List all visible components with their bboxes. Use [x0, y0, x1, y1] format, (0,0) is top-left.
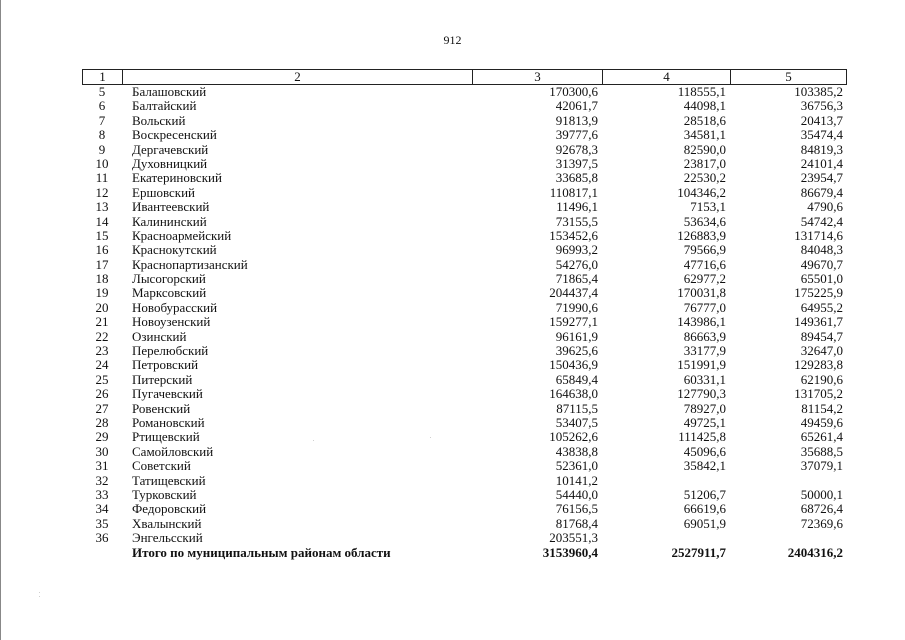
value-col-3: 164638,0: [549, 386, 598, 402]
district-name: Перелюбский: [132, 343, 209, 359]
value-col-5: 129283,8: [794, 357, 843, 373]
value-col-5: 50000,1: [800, 486, 843, 502]
table-row: [82, 258, 847, 272]
value-col-3: 43838,8: [555, 443, 598, 459]
value-col-5: 49670,7: [800, 256, 843, 272]
value-col-5: 131714,6: [794, 227, 843, 243]
row-number: 18: [95, 271, 109, 287]
value-col-4: 22530,2: [683, 170, 726, 186]
row-number: 11: [95, 170, 109, 186]
row-number: 32: [95, 472, 109, 488]
value-col-4: 79566,9: [683, 242, 726, 258]
table-row: [82, 488, 847, 502]
district-name: Дергачевский: [132, 141, 209, 157]
value-col-4: 33177,9: [683, 343, 726, 359]
table-row: [82, 373, 847, 387]
value-col-3: 204437,4: [549, 285, 598, 301]
scan-speck: [39, 592, 40, 593]
table-row: [82, 99, 847, 113]
value-col-5: 35688,5: [800, 443, 843, 459]
row-number: 10: [95, 155, 109, 171]
value-col-3: 73155,5: [555, 213, 598, 229]
row-number: 14: [95, 213, 109, 229]
table-row: [82, 272, 847, 286]
row-number: 28: [95, 414, 109, 430]
value-col-4: 143986,1: [677, 314, 726, 330]
scan-speck: [313, 440, 314, 441]
value-col-3: 105262,6: [549, 429, 598, 445]
value-col-5: 62190,6: [800, 371, 843, 387]
table-row: [82, 301, 847, 315]
value-col-3: 54440,0: [555, 486, 598, 502]
value-col-5: 24101,4: [800, 155, 843, 171]
table-row: [82, 502, 847, 516]
value-col-5: 54742,4: [800, 213, 843, 229]
value-col-5: 86679,4: [800, 184, 843, 200]
district-name: Вольский: [132, 112, 186, 128]
row-number: 34: [95, 501, 109, 517]
value-col-5: 131705,2: [794, 386, 843, 402]
value-col-3: 54276,0: [555, 256, 598, 272]
row-number: 15: [95, 227, 109, 243]
value-col-5: 23954,7: [800, 170, 843, 186]
value-col-3: 31397,5: [555, 155, 598, 171]
scan-edge-line: [0, 0, 1, 640]
scan-speck: [39, 596, 40, 597]
value-col-5: 84048,3: [800, 242, 843, 258]
value-col-5: 4790,6: [807, 199, 843, 215]
value-col-4: 35842,1: [683, 458, 726, 474]
table-row: [82, 143, 847, 157]
total-value-col-3: 3153960,4: [542, 544, 598, 560]
district-name: Ровенский: [132, 400, 191, 416]
value-col-4: [598, 474, 726, 488]
district-name: Энгельсский: [132, 530, 203, 546]
column-header-2: 2: [123, 70, 473, 84]
table-row: [82, 416, 847, 430]
value-col-5: 35474,4: [800, 127, 843, 143]
row-number: 27: [95, 400, 109, 416]
district-name: Лысогорский: [132, 271, 206, 287]
district-name: Духовницкий: [132, 155, 208, 171]
value-col-4: 53634,6: [683, 213, 726, 229]
table-row: [82, 186, 847, 200]
value-col-5: 20413,7: [800, 112, 843, 128]
district-name: Турковский: [132, 486, 197, 502]
table-row: [82, 315, 847, 329]
district-name: Татищевский: [132, 472, 206, 488]
district-name: Пугачевский: [132, 386, 203, 402]
value-col-4: 28518,6: [683, 112, 726, 128]
value-col-3: 96993,2: [555, 242, 598, 258]
value-col-3: 81768,4: [555, 515, 598, 531]
district-name: Балтайский: [132, 98, 197, 114]
table-row: [82, 531, 847, 545]
row-number: 7: [98, 112, 106, 128]
row-number: 20: [95, 299, 109, 315]
value-col-5: [726, 531, 843, 545]
value-col-3: 42061,7: [555, 98, 598, 114]
value-col-3: 71990,6: [555, 299, 598, 315]
table-body: [82, 85, 847, 560]
district-name: Калининский: [132, 213, 207, 229]
value-col-4: 127790,3: [677, 386, 726, 402]
value-col-4: 86663,9: [683, 328, 726, 344]
table-row: [82, 445, 847, 459]
row-number: 30: [95, 443, 109, 459]
column-header-5: 5: [785, 69, 792, 84]
row-number: 5: [98, 84, 106, 99]
value-col-3: 76156,5: [555, 501, 598, 517]
district-name: Краснопартизанский: [132, 256, 248, 272]
value-col-4: 78927,0: [683, 400, 726, 416]
value-col-4: 47716,6: [683, 256, 726, 272]
district-name: Хвалынский: [132, 515, 202, 531]
value-col-5: 149361,7: [794, 314, 843, 330]
table-row: [82, 330, 847, 344]
row-number: 17: [95, 256, 109, 272]
value-col-4: 62977,2: [683, 271, 726, 287]
value-col-3: 87115,5: [556, 400, 598, 416]
value-col-4: 170031,8: [677, 285, 726, 301]
value-col-4: 76777,0: [683, 299, 726, 315]
table-row: [82, 344, 847, 358]
table-row: [82, 358, 847, 372]
district-name: Воскресенский: [132, 127, 217, 143]
table-row: [82, 114, 847, 128]
value-col-3: 110817,1: [549, 184, 598, 200]
value-col-4: 82590,0: [683, 141, 726, 157]
value-col-5: 175225,9: [794, 285, 843, 301]
row-number: 19: [95, 285, 109, 301]
district-name: Марксовский: [132, 285, 207, 301]
value-col-5: 89454,7: [800, 328, 843, 344]
value-col-5: 103385,2: [794, 84, 843, 99]
value-col-5: 84819,3: [800, 141, 843, 157]
district-name: Красноармейский: [132, 227, 232, 243]
table-row: [82, 200, 847, 214]
value-col-3: 153452,6: [549, 227, 598, 243]
value-col-3: 150436,9: [549, 357, 598, 373]
value-col-3: 96161,9: [555, 328, 598, 344]
value-col-5: 37079,1: [800, 458, 843, 474]
column-header-3: 3: [473, 70, 603, 84]
row-number: 31: [95, 458, 109, 474]
table-row: [82, 171, 847, 185]
row-number: 12: [95, 184, 109, 200]
table-row: [82, 229, 847, 243]
table-row: [82, 157, 847, 171]
value-col-3: 11496,1: [556, 199, 598, 215]
column-header-1: 1: [83, 70, 123, 84]
value-col-4: 66619,6: [683, 501, 726, 517]
value-col-4: 45096,6: [683, 443, 726, 459]
value-col-5: 81154,2: [801, 400, 843, 416]
value-col-4: 104346,2: [677, 184, 726, 200]
district-name: Питерский: [132, 371, 193, 387]
value-col-3: 39777,6: [555, 127, 598, 143]
total-row-number: [82, 546, 122, 560]
value-col-3: 10141,2: [555, 472, 598, 488]
value-col-3: 39625,6: [555, 343, 598, 359]
district-name: Новобурасский: [132, 299, 218, 315]
value-col-4: 118555,1: [677, 84, 726, 99]
table-row: [82, 387, 847, 401]
district-name: Ершовский: [132, 184, 196, 200]
value-col-4: 23817,0: [683, 155, 726, 171]
value-col-3: 52361,0: [555, 458, 598, 474]
value-col-5: 49459,6: [800, 414, 843, 430]
value-col-3: 159277,1: [549, 314, 598, 330]
value-col-3: 203551,3: [549, 530, 598, 546]
row-number: 26: [95, 386, 109, 402]
row-number: 25: [95, 371, 109, 387]
row-number: 8: [98, 127, 106, 143]
value-col-4: 49725,1: [683, 414, 726, 430]
district-name: Озинский: [132, 328, 187, 344]
table-row: [82, 402, 847, 416]
district-name: Балашовский: [132, 84, 207, 99]
value-col-5: 72369,6: [800, 515, 843, 531]
value-col-5: 36756,3: [800, 98, 843, 114]
table-row: [82, 128, 847, 142]
district-name: Самойловский: [132, 443, 214, 459]
value-col-4: 51206,7: [683, 486, 726, 502]
column-header-4: 4: [603, 70, 731, 84]
total-value-col-4: 2527911,7: [671, 544, 726, 560]
scan-speck: [430, 437, 431, 438]
value-col-4: 44098,1: [683, 98, 726, 114]
value-col-3: 91813,9: [555, 112, 598, 128]
value-col-3: 92678,3: [555, 141, 598, 157]
row-number: 9: [98, 141, 106, 157]
value-col-5: [726, 474, 843, 488]
district-name: Федоровский: [132, 501, 207, 517]
row-number: 33: [95, 486, 109, 502]
value-col-4: 34581,1: [683, 127, 726, 143]
row-number: 6: [98, 98, 106, 114]
value-col-5: 32647,0: [800, 343, 843, 359]
value-col-4: 60331,1: [683, 371, 726, 387]
table-row: [82, 474, 847, 488]
total-district-name: Итого по муниципальным районам области: [132, 544, 391, 560]
row-number: 16: [95, 242, 109, 258]
table-row: [82, 243, 847, 257]
table-row: [82, 85, 847, 99]
value-col-4: 126883,9: [677, 227, 726, 243]
district-name: Советский: [132, 458, 191, 474]
row-number: 35: [95, 515, 109, 531]
district-name: Ивантеевский: [132, 199, 210, 215]
table-header-row: [82, 69, 847, 85]
total-value-col-5: 2404316,2: [787, 544, 843, 560]
table-row: [82, 215, 847, 229]
total-row: [82, 546, 847, 560]
table-row: [82, 517, 847, 531]
row-number: 13: [95, 199, 109, 215]
value-col-3: 71865,4: [555, 271, 598, 287]
district-name: Петровский: [132, 357, 199, 373]
value-col-3: 53407,5: [555, 414, 598, 430]
row-number: 24: [95, 357, 109, 373]
value-col-3: 65849,4: [555, 371, 598, 387]
table-row: [82, 430, 847, 444]
row-number: 22: [95, 328, 109, 344]
value-col-5: 64955,2: [800, 299, 843, 315]
value-col-4: [598, 531, 726, 545]
value-col-3: 170300,6: [549, 84, 598, 99]
row-number: 36: [95, 530, 109, 546]
district-name: Краснокутский: [132, 242, 217, 258]
value-col-4: 151991,9: [677, 357, 726, 373]
district-name: Ртищевский: [132, 429, 200, 445]
district-name: Романовский: [132, 414, 205, 430]
table-row: [82, 286, 847, 300]
value-col-5: 65261,4: [800, 429, 843, 445]
value-col-4: 111425,8: [678, 429, 726, 445]
value-col-4: 7153,1: [690, 199, 726, 215]
value-col-5: 68726,4: [800, 501, 843, 517]
value-col-4: 69051,9: [683, 515, 726, 531]
page-number: 912: [443, 33, 462, 47]
row-number: 29: [95, 429, 109, 445]
value-col-5: 65501,0: [800, 271, 843, 287]
row-number: 21: [95, 314, 109, 330]
table-row: [82, 459, 847, 473]
district-name: Екатериновский: [132, 170, 222, 186]
district-name: Новоузенский: [132, 314, 211, 330]
row-number: 23: [95, 343, 109, 359]
value-col-3: 33685,8: [555, 170, 598, 186]
